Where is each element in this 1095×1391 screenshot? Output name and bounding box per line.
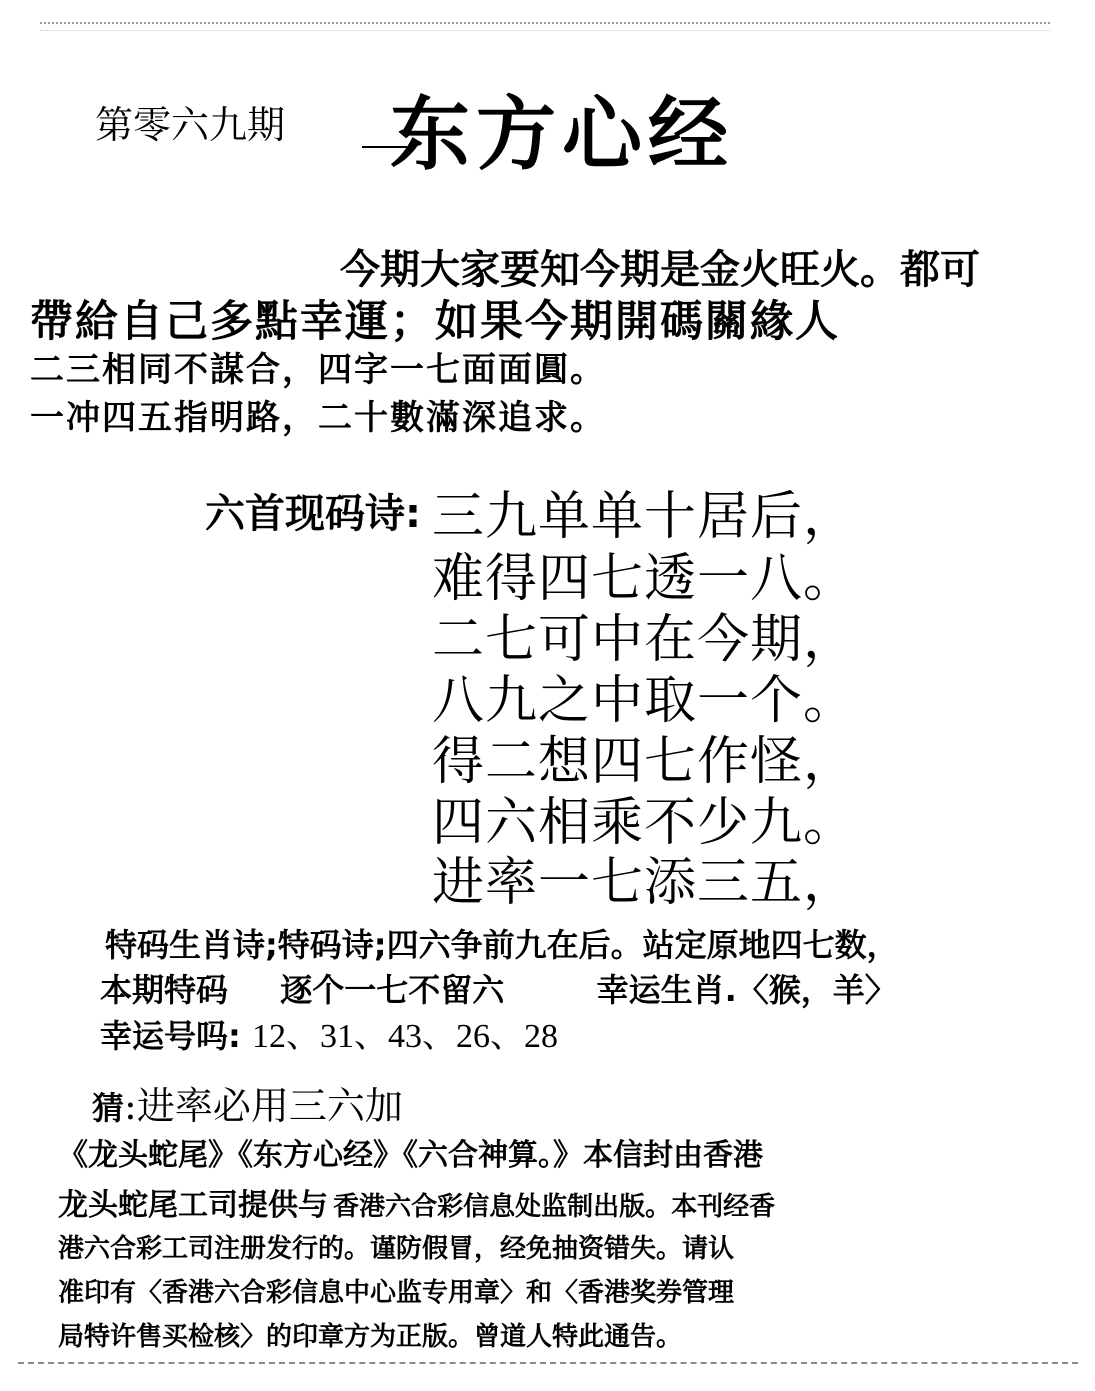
page-title: 东方心经: [390, 88, 734, 181]
poem-line: 难得四七透一八。: [432, 549, 857, 609]
top-border-secondary: [40, 30, 1050, 31]
footer-line-4: 准印有〈香港六合彩信息中心监专用章〉和〈香港奖券管理: [58, 1278, 735, 1308]
footer-line-2a: 龙头蛇尾工司提供与: [58, 1188, 328, 1223]
poem-line: 四六相乘不少九。: [432, 793, 857, 853]
poem-line: 八九之中取一个。: [432, 671, 857, 731]
poem-line: 得二想四七作怪，: [432, 732, 857, 792]
footer-line-3: 港六合彩工司注册发行的。谨防假冒，经免抽资错失。请认: [58, 1234, 735, 1264]
intro-line-3: 二三相同不謀合，四字一七面面圓。: [30, 350, 606, 390]
poem-line: 三九单单十居后，: [432, 487, 857, 547]
special-code-line: [100, 965, 897, 1011]
zodiac-poem-line: 特码生肖诗;特码诗;四六争前九在后。站定原地四七数，: [105, 926, 899, 964]
poem-label: 六首现码诗:: [205, 491, 421, 537]
poem-line: 进率一七添三五，: [432, 853, 857, 913]
footer-line-5: 局特许售买检核〉的印章方为正版。曾道人特此通告。: [58, 1322, 683, 1352]
poem-line: 二七可中在今期，: [432, 610, 857, 670]
lucky-numbers-label: 幸运号吗:: [100, 1017, 241, 1055]
lucky-zodiac: 幸运生肖.〈猴，羊〉: [596, 971, 897, 1009]
lucky-numbers: 12、31、43、26、28: [251, 1018, 558, 1055]
special-code-value: 逐个一七不留六: [280, 971, 505, 1009]
footer-line-1: 《龙头蛇尾》《东方心经》《六合神算。》本信封由香港: [58, 1138, 763, 1173]
guess-line: [92, 1075, 403, 1130]
guess-label: 猜: [92, 1089, 125, 1127]
issue-number: 第零六九期: [95, 105, 286, 147]
top-border: [40, 22, 1050, 24]
footer-line-2: [58, 1180, 775, 1224]
intro-line-4: 一冲四五指明路，二十數滿深追求。: [30, 398, 606, 438]
intro-line-2: 帶給自己多點幸運；如果今期開碼關緣人: [30, 297, 840, 347]
guess-text: :进率必用三六加: [124, 1084, 403, 1128]
lucky-numbers-line: [100, 1008, 558, 1057]
footer-line-2b: 香港六合彩信息处监制出版。本刊经香: [333, 1192, 776, 1222]
bottom-border: [18, 1362, 1078, 1364]
intro-line-1: 今期大家要知今期是金火旺火。都可: [340, 247, 980, 293]
special-code-label: 本期特码: [100, 971, 229, 1009]
